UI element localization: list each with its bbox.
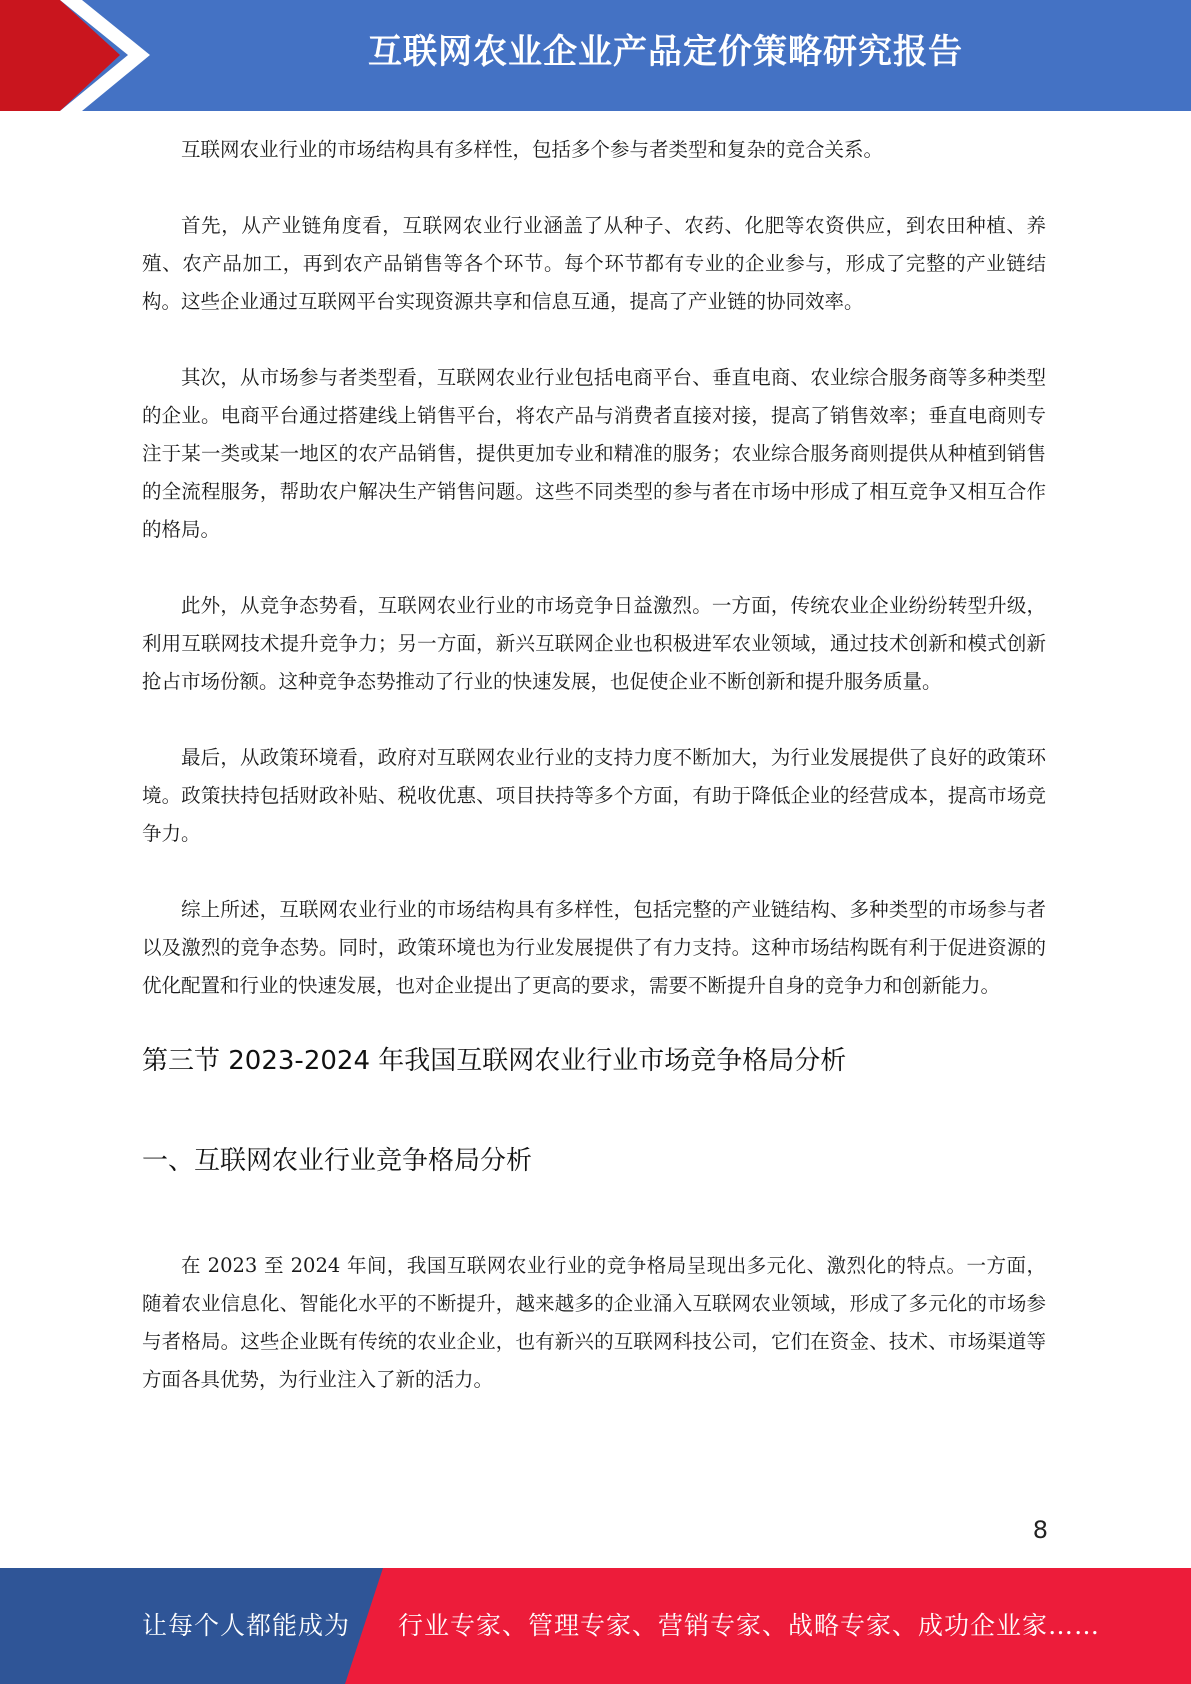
- footer-slogan-left: 让每个人都能成为: [142, 1611, 351, 1640]
- header-banner: [0, 0, 1191, 111]
- paragraph: 其次，从市场参与者类型看，互联网农业行业包括电商平台、垂直电商、农业综合服务商等多种类型的企业。电商平台通过搭建线上销售平台，将农产品与消费者直接对接，提高了销售效率；垂直电商则专注于某一类或某一地区的农产品销售，提供更加专业和精准的服务；农业综合服务商则提供从种植到销售的全流程服务，帮助农户解决生产销售问题。这些不同类型的参与者在市场中形成了相互竞争又相互合作的格局。: [142, 366, 1046, 541]
- paragraph: 首先，从产业链角度看，互联网农业行业涵盖了从种子、农药、化肥等农资供应，到农田种植、养殖、农产品加工，再到农产品销售等各个环节。每个环节都有专业的企业参与，形成了完整的产业链结构。这些企业通过互联网平台实现资源共享和信息互通，提高了产业链的协同效率。: [142, 214, 1046, 313]
- section-heading: 第三节 2023-2024 年我国互联网农业行业市场竞争格局分析: [142, 1046, 847, 1076]
- footer-banner: [0, 1568, 1191, 1684]
- subsection-heading: 一、互联网农业行业竞争格局分析: [142, 1146, 533, 1176]
- page-number: 8: [1032, 1516, 1048, 1544]
- paragraph: 最后，从政策环境看，政府对互联网农业行业的支持力度不断加大，为行业发展提供了良好的政策环境。政策扶持包括财政补贴、税收优惠、项目扶持等多个方面，有助于降低企业的经营成本，提高市场竞争力。: [142, 746, 1046, 845]
- header-arrow-decoration: [0, 0, 160, 111]
- document-title: 互联网农业企业产品定价策略研究报告: [368, 32, 963, 72]
- paragraph: 在 2023 至 2024 年间，我国互联网农业行业的竞争格局呈现出多元化、激烈化的特点。一方面，随着农业信息化、智能化水平的不断提升，越来越多的企业涌入互联网农业领域，形成了多元化的市场参与者格局。这些企业既有传统的农业企业，也有新兴的互联网科技公司，它们在资金、技术、市场渠道等方面各具优势，为行业注入了新的活力。: [142, 1254, 1046, 1391]
- paragraph: 互联网农业行业的市场结构具有多样性，包括多个参与者类型和复杂的竞合关系。: [181, 138, 884, 161]
- paragraph: 综上所述，互联网农业行业的市场结构具有多样性，包括完整的产业链结构、多种类型的市场参与者以及激烈的竞争态势。同时，政策环境也为行业发展提供了有力支持。这种市场结构既有利于促进资源的优化配置和行业的快速发展，也对企业提出了更高的要求，需要不断提升自身的竞争力和创新能力。: [142, 898, 1046, 997]
- paragraph: 此外，从竞争态势看，互联网农业行业的市场竞争日益激烈。一方面，传统农业企业纷纷转型升级，利用互联网技术提升竞争力；另一方面，新兴互联网企业也积极进军农业领域，通过技术创新和模式创新抢占市场份额。这种竞争态势推动了行业的快速发展，也促使企业不断创新和提升服务质量。: [142, 594, 1046, 693]
- footer-slogan-right: 行业专家、管理专家、营销专家、战略专家、成功企业家……: [398, 1611, 1101, 1640]
- document-body: [142, 131, 1046, 1437]
